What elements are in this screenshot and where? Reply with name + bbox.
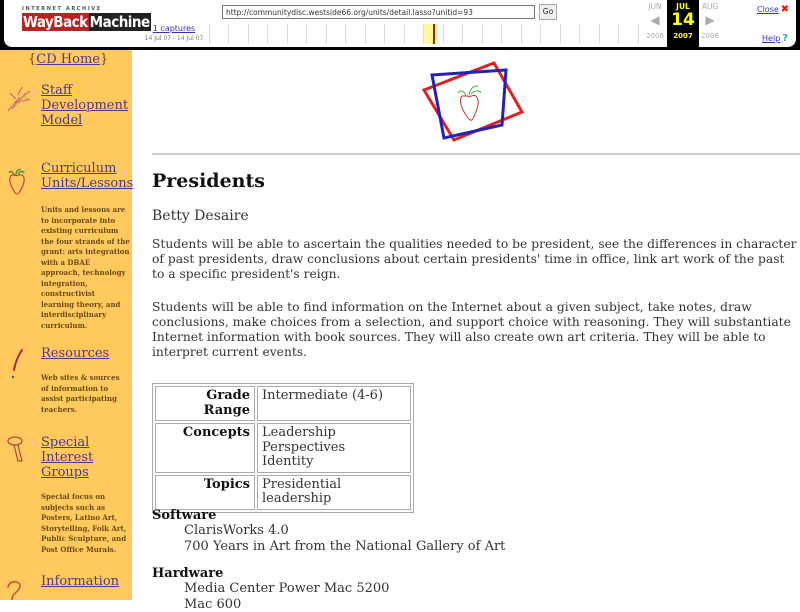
main-content [152,50,800,600]
table-row [155,423,411,473]
prev-month: JUN [640,2,670,11]
help-button[interactable] [762,33,788,44]
magnifier-icon [4,435,34,467]
sidebar-link-resources[interactable]: Resources [41,346,109,361]
list-item: Mac 600 [184,597,389,612]
prev-year: 2006 [640,32,670,40]
table-row [155,475,411,510]
horizontal-rule [152,153,800,155]
strawberry-icon [4,165,34,197]
concepts-label: Concepts [155,423,255,473]
go-button[interactable]: Go [539,4,557,20]
page-title: Presidents [152,170,265,192]
wayback-logo[interactable] [22,6,106,40]
unit-info-table [152,383,414,513]
exclamation-icon [4,348,34,380]
wayback-toolbar-inner [4,0,796,47]
software-heading: Software [152,508,216,523]
sidebar-link-information[interactable]: Information [41,574,119,589]
close-icon[interactable]: ✖ [781,4,789,15]
sidebar-link-staff-development[interactable]: Staff Development Model [41,83,128,128]
fireworks-icon [4,83,34,115]
logo-internet-archive-text: INTERNET ARCHIVE [22,6,106,12]
current-day: 14 [667,11,699,30]
cd-home-link[interactable]: CD Home [36,52,100,67]
grade-range-value: Intermediate (4-6) [257,386,411,421]
capture-timeline[interactable] [209,24,639,44]
current-year: 2007 [667,32,699,40]
calendar-next[interactable] [695,0,725,40]
url-input[interactable] [222,5,535,19]
list-item: ClarisWorks 4.0 [184,523,505,539]
special-interest-description: Special focus on subjects such as Posters, Latino Art, Storytelling, Folk Art, Public Sculpture, and Post Office Murals. [41,492,133,555]
help-icon[interactable]: ? [782,33,788,44]
captures-link[interactable]: 1 captures [141,24,207,33]
next-arrow-icon[interactable]: ▶ [695,11,725,30]
curriculum-description: Units and lessons are to incorporate into existing curriculum the four strands of the grant: arts integration with a DBAE approach, technology integration, constructivist learning theory, and interdisciplinary curriculum. [41,205,133,331]
sidebar-link-special-interest-groups[interactable]: Special Interest Groups [41,435,93,480]
author-name: Betty Desaire [152,208,249,224]
help-link[interactable]: Help [762,34,780,43]
sidebar-link-curriculum[interactable]: Curriculum Units/Lessons [41,161,133,191]
calendar-nav [640,0,750,47]
hardware-list [184,581,389,612]
concepts-value: Leadership Perspectives Identity [257,423,411,473]
hardware-heading: Hardware [152,566,223,581]
grade-range-label: Grade Range [155,386,255,421]
capture-marker[interactable] [433,24,435,44]
question-icon [4,578,34,610]
prev-arrow-icon[interactable]: ◀ [640,11,670,30]
next-month: AUG [695,2,725,11]
logo-wayback-machine-text: WayBack Machine [22,14,106,31]
objective-paragraph-2: Students will be able to find information on the Internet about a given subject, take notes, draw conclusions, make choices from a selection, and support choice with reasoning. They will substantiate Internet information with book sources. They will also create own art criteria. They will be able to interpret current events. [152,300,797,360]
captures-range: 14 Jul 07 - 14 Jul 07 [141,35,207,42]
close-button[interactable] [757,4,789,15]
resources-description: Web sites & sources of information to assist participating teachers. [41,373,133,415]
software-list [184,523,505,554]
sidebar [0,50,132,600]
apple-squares-logo-icon [414,60,534,142]
current-month: JUL [667,2,699,11]
next-year: 2008 [695,32,725,40]
close-link[interactable]: Close [757,5,779,14]
list-item: 700 Years in Art from the National Gallery of Art [184,539,505,555]
list-item: Media Center Power Mac 5200 [184,581,389,597]
cd-home: {CD Home} [28,52,108,67]
captures-info [141,24,207,42]
table-row [155,386,411,421]
topics-label: Topics [155,475,255,510]
calendar-prev[interactable] [640,0,670,40]
timeline-highlight [424,24,438,44]
objective-paragraph-1: Students will be able to ascertain the qualities needed to be president, see the differences in character of past presidents, draw conclusions about certain presidents' time in office, link art work of the past to a specific president's reign. [152,237,797,282]
wayback-toolbar [0,0,800,50]
topics-value: Presidential leadership [257,475,411,510]
